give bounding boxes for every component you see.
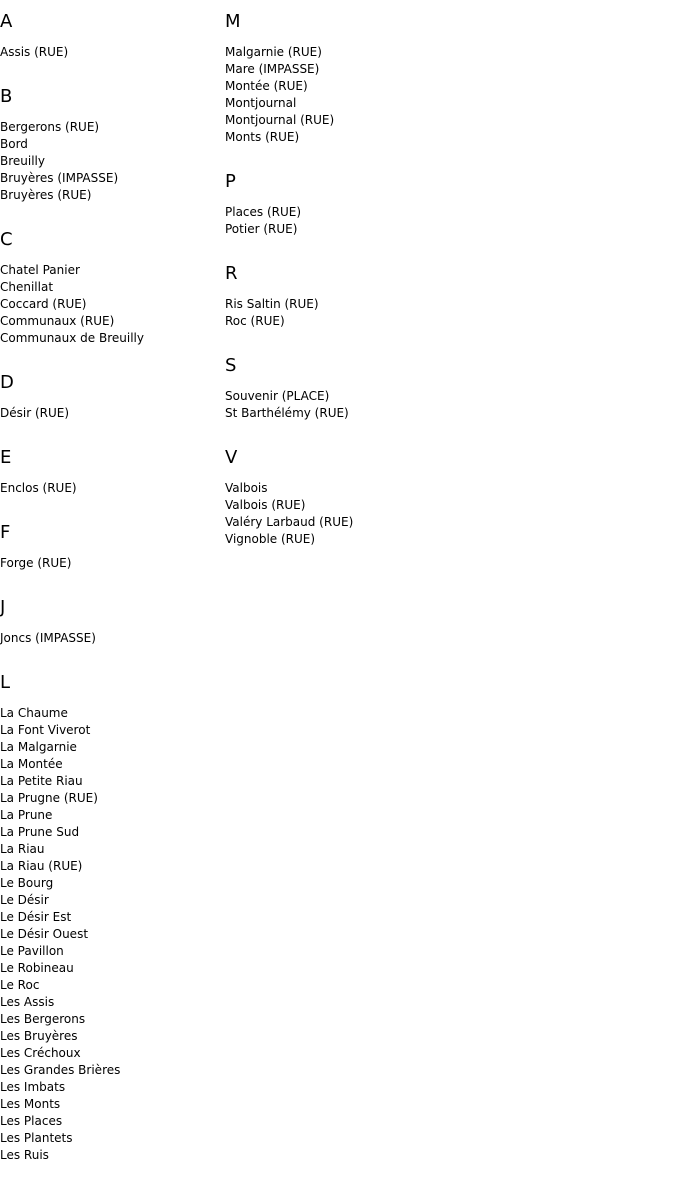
street-link-forge-rue[interactable]: Forge (RUE) xyxy=(0,556,72,570)
street-link-le-robineau[interactable]: Le Robineau xyxy=(0,961,74,975)
street-index-left-column xyxy=(0,0,225,1178)
street-link-breuilly[interactable]: Breuilly xyxy=(0,154,45,168)
street-list xyxy=(0,630,225,647)
letter-heading-p: P xyxy=(225,171,236,192)
street-link-le-bourg[interactable]: Le Bourg xyxy=(0,876,54,890)
letter-group-p xyxy=(225,160,525,238)
street-link-vignoble-rue[interactable]: Vignoble (RUE) xyxy=(225,532,316,546)
street-link-valbois-rue[interactable]: Valbois (RUE) xyxy=(225,498,306,512)
street-link-chatel-panier[interactable]: Chatel Panier xyxy=(0,263,80,277)
street-link-le-roc[interactable]: Le Roc xyxy=(0,978,40,992)
street-link-le-pavillon[interactable]: Le Pavillon xyxy=(0,944,64,958)
letter-heading-f: F xyxy=(0,522,11,543)
street-list xyxy=(0,44,225,61)
street-link-communaux-rue[interactable]: Communaux (RUE) xyxy=(0,314,115,328)
street-link-desir-rue[interactable]: Désir (RUE) xyxy=(0,406,70,420)
street-link-malgarnie-rue[interactable]: Malgarnie (RUE) xyxy=(225,45,322,59)
street-link-le-desir[interactable]: Le Désir xyxy=(0,893,49,907)
street-link-communaux-de-breuilly[interactable]: Communaux de Breuilly xyxy=(0,331,144,345)
street-list xyxy=(0,262,225,347)
street-link-la-montee[interactable]: La Montée xyxy=(0,757,63,771)
street-link-valbois[interactable]: Valbois xyxy=(225,481,268,495)
street-link-les-assis[interactable]: Les Assis xyxy=(0,995,55,1009)
letter-heading-e: E xyxy=(0,447,12,468)
letter-group-l xyxy=(0,661,225,1164)
street-list xyxy=(225,480,525,548)
letter-group-m xyxy=(225,0,525,146)
street-list xyxy=(0,480,225,497)
letter-heading-a: A xyxy=(0,11,13,32)
street-link-potier-rue[interactable]: Potier (RUE) xyxy=(225,222,298,236)
street-link-les-plantets[interactable]: Les Plantets xyxy=(0,1131,73,1145)
street-link-les-grandes-brieres[interactable]: Les Grandes Brières xyxy=(0,1063,121,1077)
street-link-les-monts[interactable]: Les Monts xyxy=(0,1097,61,1111)
street-list xyxy=(0,405,225,422)
street-link-montee-rue[interactable]: Montée (RUE) xyxy=(225,79,308,93)
letter-heading-c: C xyxy=(0,229,13,250)
street-link-la-prugne-rue[interactable]: La Prugne (RUE) xyxy=(0,791,98,805)
street-link-le-desir-ouest[interactable]: Le Désir Ouest xyxy=(0,927,89,941)
street-index-right-column xyxy=(225,0,525,562)
street-link-mare-impasse[interactable]: Mare (IMPASSE) xyxy=(225,62,320,76)
letter-group-c xyxy=(0,218,225,347)
street-link-bergerons-rue[interactable]: Bergerons (RUE) xyxy=(0,120,100,134)
street-list xyxy=(225,296,525,330)
letter-heading-j: J xyxy=(0,597,6,618)
letter-heading-s: S xyxy=(225,355,237,376)
street-link-la-chaume[interactable]: La Chaume xyxy=(0,706,68,720)
letter-group-e xyxy=(0,436,225,497)
street-link-monts-rue[interactable]: Monts (RUE) xyxy=(225,130,300,144)
street-link-les-ruis[interactable]: Les Ruis xyxy=(0,1148,49,1162)
letter-group-j xyxy=(0,586,225,647)
letter-heading-d: D xyxy=(0,372,14,393)
street-link-la-font-viverot[interactable]: La Font Viverot xyxy=(0,723,91,737)
street-link-st-barthelemy-rue[interactable]: St Barthélémy (RUE) xyxy=(225,406,349,420)
letter-group-a xyxy=(0,0,225,61)
street-link-le-desir-est[interactable]: Le Désir Est xyxy=(0,910,72,924)
street-link-bord[interactable]: Bord xyxy=(0,137,28,151)
street-link-souvenir-place[interactable]: Souvenir (PLACE) xyxy=(225,389,330,403)
street-link-les-crechoux[interactable]: Les Créchoux xyxy=(0,1046,81,1060)
letter-heading-r: R xyxy=(225,263,238,284)
street-link-ris-saltin-rue[interactable]: Ris Saltin (RUE) xyxy=(225,297,319,311)
letter-group-d xyxy=(0,361,225,422)
street-list xyxy=(0,705,225,1164)
letter-heading-b: B xyxy=(0,86,13,107)
street-link-bruyeres-impasse[interactable]: Bruyères (IMPASSE) xyxy=(0,171,119,185)
street-link-la-prune-sud[interactable]: La Prune Sud xyxy=(0,825,80,839)
street-link-montjournal-rue[interactable]: Montjournal (RUE) xyxy=(225,113,335,127)
street-link-valery-larbaud-rue[interactable]: Valéry Larbaud (RUE) xyxy=(225,515,354,529)
street-link-joncs-impasse[interactable]: Joncs (IMPASSE) xyxy=(0,631,96,645)
street-link-bruyeres-rue[interactable]: Bruyères (RUE) xyxy=(0,188,92,202)
street-list xyxy=(225,388,525,422)
letter-heading-l: L xyxy=(0,672,11,693)
letter-group-s xyxy=(225,344,525,422)
street-link-la-riau[interactable]: La Riau xyxy=(0,842,45,856)
letter-heading-v: V xyxy=(225,447,238,468)
street-link-enclos-rue[interactable]: Enclos (RUE) xyxy=(0,481,77,495)
street-link-coccard-rue[interactable]: Coccard (RUE) xyxy=(0,297,87,311)
letter-group-v xyxy=(225,436,525,548)
letter-group-f xyxy=(0,511,225,572)
street-link-les-imbats[interactable]: Les Imbats xyxy=(0,1080,66,1094)
street-link-les-places[interactable]: Les Places xyxy=(0,1114,63,1128)
street-link-places-rue[interactable]: Places (RUE) xyxy=(225,205,302,219)
street-list xyxy=(0,555,225,572)
street-link-roc-rue[interactable]: Roc (RUE) xyxy=(225,314,285,328)
street-list xyxy=(225,44,525,146)
street-link-la-riau-rue[interactable]: La Riau (RUE) xyxy=(0,859,83,873)
street-link-assis-rue[interactable]: Assis (RUE) xyxy=(0,45,69,59)
street-link-la-petite-riau[interactable]: La Petite Riau xyxy=(0,774,83,788)
street-link-la-malgarnie[interactable]: La Malgarnie xyxy=(0,740,77,754)
street-list xyxy=(225,204,525,238)
street-link-les-bergerons[interactable]: Les Bergerons xyxy=(0,1012,86,1026)
street-link-la-prune[interactable]: La Prune xyxy=(0,808,53,822)
letter-group-b xyxy=(0,75,225,204)
street-link-chenillat[interactable]: Chenillat xyxy=(0,280,54,294)
street-list xyxy=(0,119,225,204)
letter-heading-m: M xyxy=(225,11,241,32)
street-link-les-bruyeres[interactable]: Les Bruyères xyxy=(0,1029,78,1043)
letter-group-r xyxy=(225,252,525,330)
street-link-montjournal[interactable]: Montjournal xyxy=(225,96,297,110)
